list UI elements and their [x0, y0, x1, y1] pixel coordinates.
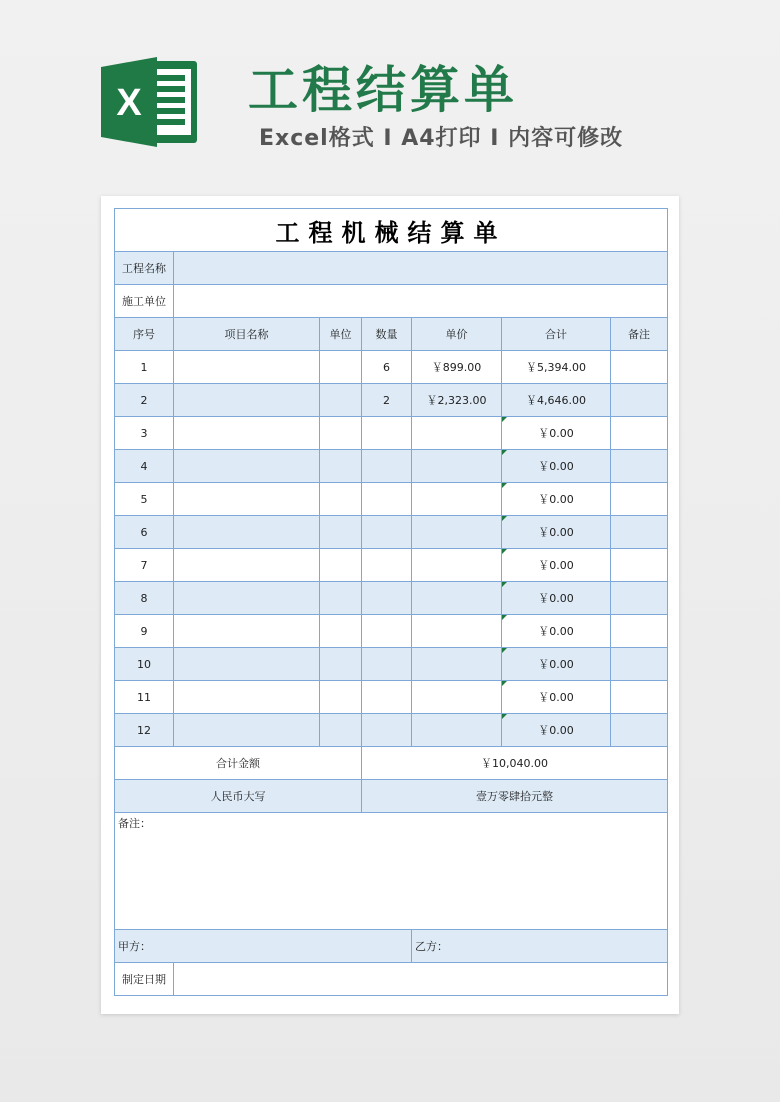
unit-cell[interactable]	[320, 417, 362, 450]
total-value: ￥10,040.00	[362, 747, 668, 780]
column-header: 单价	[412, 318, 502, 351]
date-label: 制定日期	[115, 963, 174, 996]
quantity-cell[interactable]: 2	[362, 384, 412, 417]
item-name-cell[interactable]	[174, 516, 320, 549]
row-number-cell[interactable]: 12	[115, 714, 174, 747]
date-field[interactable]	[174, 963, 668, 996]
table-row	[115, 615, 668, 648]
subtotal-cell[interactable]: ￥0.00	[502, 714, 611, 747]
unit-price-cell[interactable]	[412, 615, 502, 648]
party-b-label: 乙方：	[415, 940, 448, 953]
remark-cell[interactable]	[611, 483, 668, 516]
rmb-uppercase-label: 人民币大写	[115, 780, 362, 813]
quantity-cell[interactable]	[362, 417, 412, 450]
unit-price-cell[interactable]: ￥899.00	[412, 351, 502, 384]
table-row	[115, 417, 668, 450]
quantity-cell[interactable]	[362, 615, 412, 648]
table-row	[115, 450, 668, 483]
svg-text:X: X	[116, 82, 142, 124]
unit-price-cell[interactable]	[412, 582, 502, 615]
row-number-cell[interactable]: 10	[115, 648, 174, 681]
unit-price-cell[interactable]	[412, 516, 502, 549]
quantity-cell[interactable]	[362, 450, 412, 483]
item-name-cell[interactable]	[174, 714, 320, 747]
table-row	[115, 714, 668, 747]
subtotal-cell[interactable]: ￥0.00	[502, 582, 611, 615]
remark-cell[interactable]	[611, 450, 668, 483]
table-row	[115, 549, 668, 582]
remark-cell[interactable]	[611, 549, 668, 582]
page-subtitle: Excel格式 I A4打印 I 内容可修改	[259, 126, 624, 151]
unit-price-cell[interactable]	[412, 417, 502, 450]
row-number-cell[interactable]: 8	[115, 582, 174, 615]
column-header: 数量	[362, 318, 412, 351]
unit-cell[interactable]	[320, 516, 362, 549]
party-b-field[interactable]	[412, 930, 668, 963]
subtotal-cell[interactable]: ￥0.00	[502, 681, 611, 714]
table-row	[115, 483, 668, 516]
subtotal-cell[interactable]: ￥4,646.00	[502, 384, 611, 417]
table-row	[115, 582, 668, 615]
project-name-label: 工程名称	[115, 252, 174, 285]
unit-cell[interactable]	[320, 615, 362, 648]
rmb-uppercase-value: 壹万零肆拾元整	[362, 780, 668, 813]
header	[0, 0, 780, 190]
notes-field[interactable]	[115, 813, 668, 930]
quantity-cell[interactable]	[362, 549, 412, 582]
quantity-cell[interactable]	[362, 714, 412, 747]
unit-cell[interactable]	[320, 384, 362, 417]
quantity-cell[interactable]	[362, 582, 412, 615]
item-name-cell[interactable]	[174, 417, 320, 450]
unit-cell[interactable]	[320, 351, 362, 384]
row-number-cell[interactable]: 6	[115, 516, 174, 549]
remark-cell[interactable]	[611, 417, 668, 450]
unit-price-cell[interactable]	[412, 483, 502, 516]
subtotal-cell[interactable]: ￥0.00	[502, 483, 611, 516]
remark-cell[interactable]	[611, 714, 668, 747]
unit-price-cell[interactable]: ￥2,323.00	[412, 384, 502, 417]
subtotal-cell[interactable]: ￥0.00	[502, 417, 611, 450]
party-a-label: 甲方：	[118, 940, 151, 953]
row-number-cell[interactable]: 1	[115, 351, 174, 384]
item-name-cell[interactable]	[174, 450, 320, 483]
column-header: 合计	[502, 318, 611, 351]
unit-price-cell[interactable]	[412, 681, 502, 714]
construction-unit-field[interactable]	[174, 285, 668, 318]
table-row	[115, 351, 668, 384]
remark-cell[interactable]	[611, 582, 668, 615]
item-name-cell[interactable]	[174, 648, 320, 681]
table-row	[115, 648, 668, 681]
unit-price-cell[interactable]	[412, 648, 502, 681]
column-header: 项目名称	[174, 318, 320, 351]
unit-cell[interactable]	[320, 714, 362, 747]
item-name-cell[interactable]	[174, 681, 320, 714]
unit-cell[interactable]	[320, 582, 362, 615]
unit-cell[interactable]	[320, 549, 362, 582]
subtotal-cell[interactable]: ￥0.00	[502, 648, 611, 681]
remark-cell[interactable]	[611, 351, 668, 384]
row-number-cell[interactable]: 4	[115, 450, 174, 483]
column-header: 序号	[115, 318, 174, 351]
subtotal-cell[interactable]: ￥0.00	[502, 450, 611, 483]
quantity-cell[interactable]	[362, 648, 412, 681]
unit-cell[interactable]	[320, 681, 362, 714]
settlement-sheet	[101, 196, 679, 1014]
remark-cell[interactable]	[611, 516, 668, 549]
item-name-cell[interactable]	[174, 582, 320, 615]
row-number-cell[interactable]: 7	[115, 549, 174, 582]
remark-cell[interactable]	[611, 384, 668, 417]
subtotal-cell[interactable]: ￥0.00	[502, 516, 611, 549]
quantity-cell[interactable]: 6	[362, 351, 412, 384]
item-name-cell[interactable]	[174, 549, 320, 582]
unit-cell[interactable]	[320, 483, 362, 516]
remark-cell[interactable]	[611, 681, 668, 714]
project-name-field[interactable]	[174, 252, 668, 285]
item-name-cell[interactable]	[174, 351, 320, 384]
subtotal-cell[interactable]: ￥0.00	[502, 549, 611, 582]
row-number-cell[interactable]: 11	[115, 681, 174, 714]
quantity-cell[interactable]	[362, 681, 412, 714]
unit-cell[interactable]	[320, 450, 362, 483]
item-name-cell[interactable]	[174, 483, 320, 516]
notes-label: 备注：	[118, 817, 151, 830]
row-number-cell[interactable]: 9	[115, 615, 174, 648]
subtotal-cell[interactable]: ￥5,394.00	[502, 351, 611, 384]
unit-price-cell[interactable]	[412, 450, 502, 483]
row-number-cell[interactable]: 2	[115, 384, 174, 417]
quantity-cell[interactable]	[362, 516, 412, 549]
construction-unit-label: 施工单位	[115, 285, 174, 318]
total-label: 合计金额	[115, 747, 362, 780]
page-title: 工程结算单	[248, 61, 518, 119]
quantity-cell[interactable]	[362, 483, 412, 516]
remark-cell[interactable]	[611, 648, 668, 681]
unit-cell[interactable]	[320, 648, 362, 681]
column-header: 单位	[320, 318, 362, 351]
subtotal-cell[interactable]: ￥0.00	[502, 615, 611, 648]
table-row	[115, 384, 668, 417]
table-row	[115, 681, 668, 714]
item-name-cell[interactable]	[174, 384, 320, 417]
party-a-field[interactable]	[115, 930, 412, 963]
table-row	[115, 516, 668, 549]
column-header-row	[115, 318, 668, 351]
row-number-cell[interactable]: 5	[115, 483, 174, 516]
row-number-cell[interactable]: 3	[115, 417, 174, 450]
sheet-title: 工程机械结算单	[115, 209, 668, 252]
item-name-cell[interactable]	[174, 615, 320, 648]
settlement-table	[114, 208, 668, 996]
excel-logo-icon	[99, 55, 199, 149]
column-header: 备注	[611, 318, 668, 351]
remark-cell[interactable]	[611, 615, 668, 648]
unit-price-cell[interactable]	[412, 549, 502, 582]
unit-price-cell[interactable]	[412, 714, 502, 747]
